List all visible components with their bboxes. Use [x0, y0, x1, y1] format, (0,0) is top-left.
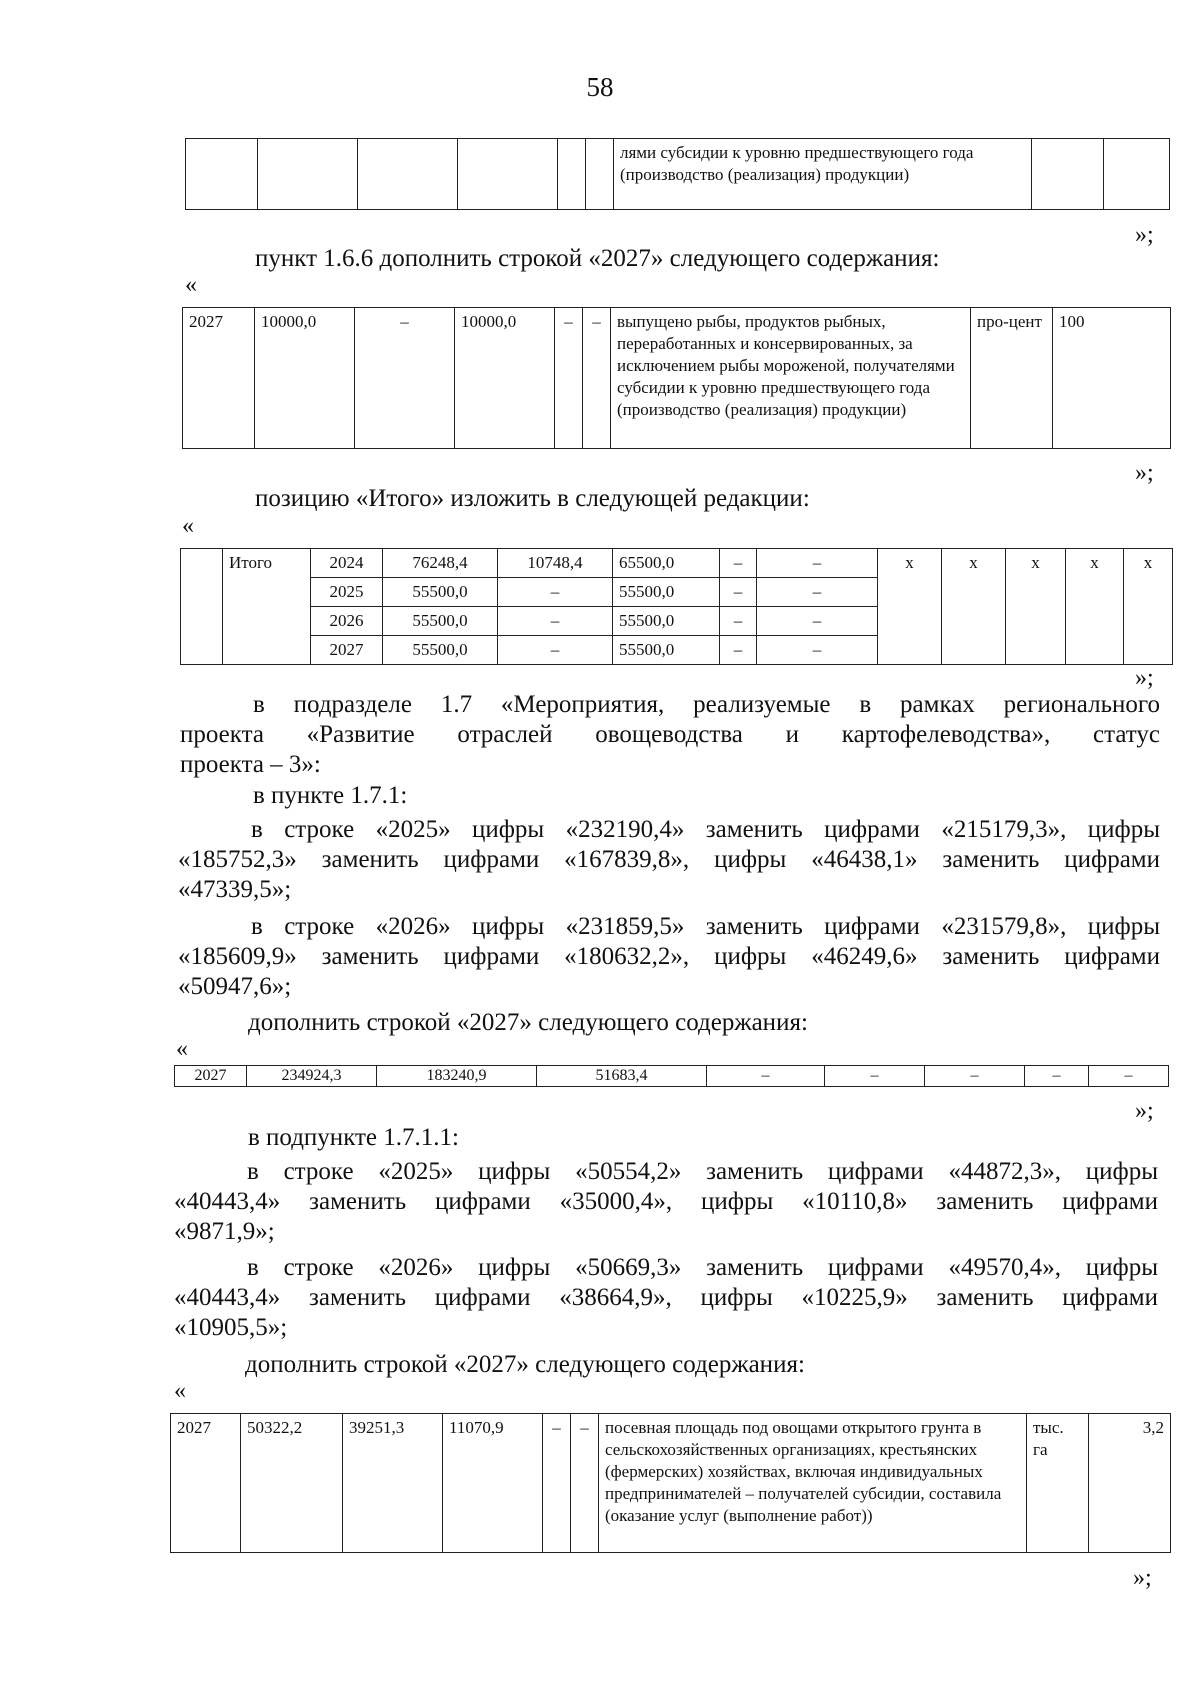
cell-local: –	[720, 578, 757, 607]
cell-local: –	[555, 308, 583, 449]
cell-year: 2027	[171, 1414, 241, 1553]
closing-quote: »;	[1135, 222, 1154, 248]
closing-quote: »;	[1135, 1098, 1154, 1124]
cell-dash: –	[1089, 1066, 1169, 1087]
cell-x: х	[942, 549, 1006, 665]
paragraph-1: пункт 1.6.6 дополнить строкой «2027» следующего содержания:	[255, 245, 940, 272]
cell-other: –	[583, 308, 611, 449]
cell-year: 2027	[175, 1066, 247, 1087]
cell-x: х	[878, 549, 942, 665]
paragraph-10-line-1: в строке «2026» цифры «50669,3» заменить цифрами «49570,4», цифры	[247, 1254, 1158, 1281]
row-2027-table-1-7-1-1	[170, 1413, 1171, 1553]
paragraph-5-line-3: «47339,5»;	[178, 876, 292, 903]
cell-value: 100	[1053, 308, 1171, 449]
cell-sum: 55500,0	[383, 578, 498, 607]
total-table	[180, 548, 1173, 665]
cell-indicator: посевная площадь под овощами открытого грунта в сельскохозяйственных организациях, крестьянских (фермерских) хозяйствах, включая индивидуальных предпринимателей – получателей субсидии, составила (оказание услуг (выполнение работ))	[599, 1414, 1027, 1553]
paragraph-5-line-1: в строке «2025» цифры «232190,4» заменить цифрами «215179,3», цифры	[251, 816, 1160, 843]
cell-total: 10000,0	[255, 308, 355, 449]
cell-total: 50322,2	[241, 1414, 343, 1553]
paragraph-9	[174, 1157, 1158, 1247]
cell-dash: –	[707, 1066, 825, 1087]
cell-other: –	[757, 636, 878, 665]
paragraph-7: дополнить строкой «2027» следующего содержания:	[248, 1009, 808, 1036]
cell-regional: 10000,0	[455, 308, 555, 449]
cell-unit: тыс. га	[1027, 1414, 1089, 1553]
paragraph-9-line-3: «9871,9»;	[174, 1218, 275, 1245]
cell-sum: 76248,4	[383, 549, 498, 578]
row-2027-table-1-6-6	[182, 307, 1171, 449]
cell-regional: 55500,0	[613, 607, 720, 636]
cell-dash: –	[825, 1066, 925, 1087]
cell-year: 2027	[311, 636, 383, 665]
cell-local: –	[720, 607, 757, 636]
page-number: 58	[586, 72, 614, 102]
opening-quote: «	[182, 513, 194, 539]
cell-regional: 65500,0	[613, 549, 720, 578]
cell-federal: –	[498, 578, 613, 607]
paragraph-4: в пункте 1.7.1:	[253, 782, 408, 809]
cell-regional: 51683,4	[537, 1066, 707, 1087]
cell-local: –	[720, 549, 757, 578]
paragraph-3	[180, 690, 1160, 780]
closing-quote: »;	[1135, 460, 1154, 486]
cell-other: –	[757, 549, 878, 578]
paragraph-5	[178, 815, 1160, 905]
paragraph-2: позицию «Итого» изложить в следующей редакции:	[255, 485, 810, 512]
cell-indicator: выпущено рыбы, продуктов рыбных, переработанных и консервированных, за исключением рыбы мороженой, получателями субсидии к уровню предшествующего года (производство (реализация) продукции)	[611, 308, 971, 449]
cell-x: х	[1006, 549, 1066, 665]
cell-federal: –	[355, 308, 455, 449]
cell-sum: 55500,0	[383, 607, 498, 636]
paragraph-3-line-2: проекта «Развитие отраслей овощеводства и картофелеводства», статус	[180, 721, 1160, 748]
cell-year: 2026	[311, 607, 383, 636]
paragraph-10-line-2: «40443,4» заменить цифрами «38664,9», цифры «10225,9» заменить цифрами	[174, 1284, 1158, 1311]
cell-local: –	[720, 636, 757, 665]
cell-total-label: Итого	[223, 549, 311, 665]
cell-dash: –	[925, 1066, 1025, 1087]
closing-quote: »;	[1135, 665, 1154, 691]
opening-quote: «	[185, 272, 197, 298]
cell-year: 2027	[183, 308, 255, 449]
cell-regional: 55500,0	[613, 578, 720, 607]
paragraph-11: дополнить строкой «2027» следующего содержания:	[245, 1351, 805, 1378]
cell-dash: –	[1025, 1066, 1089, 1087]
cell-federal: 10748,4	[498, 549, 613, 578]
cell-regional: 55500,0	[613, 636, 720, 665]
continuation-table	[185, 138, 1170, 210]
cell-sum: 55500,0	[383, 636, 498, 665]
paragraph-9-line-2: «40443,4» заменить цифрами «35000,4», цифры «10110,8» заменить цифрами	[174, 1188, 1158, 1215]
paragraph-9-line-1: в строке «2025» цифры «50554,2» заменить цифрами «44872,3», цифры	[247, 1158, 1158, 1185]
cell-unit: про-цент	[971, 308, 1053, 449]
cell-x: х	[1066, 549, 1124, 665]
opening-quote: «	[174, 1378, 186, 1404]
cell-federal: 183240,9	[377, 1066, 537, 1087]
opening-quote: «	[176, 1036, 188, 1062]
cell-other: –	[757, 578, 878, 607]
paragraph-6-line-3: «50947,6»;	[178, 973, 292, 1000]
closing-quote: »;	[1133, 1565, 1152, 1591]
cell-other: –	[571, 1414, 599, 1553]
paragraph-6	[178, 912, 1160, 1002]
paragraph-10	[174, 1253, 1158, 1343]
cell-x: х	[1124, 549, 1173, 665]
paragraph-8: в подпункте 1.7.1.1:	[248, 1124, 459, 1151]
paragraph-3-line-1: в подразделе 1.7 «Мероприятия, реализуемые в рамках регионального	[253, 691, 1160, 718]
cell-local: –	[543, 1414, 571, 1553]
cell-total: 234924,3	[247, 1066, 377, 1087]
cell-year: 2025	[311, 578, 383, 607]
paragraph-5-line-2: «185752,3» заменить цифрами «167839,8», цифры «46438,1» заменить цифрами	[178, 846, 1160, 873]
cell-federal: –	[498, 636, 613, 665]
cell-year: 2024	[311, 549, 383, 578]
paragraph-10-line-3: «10905,5»;	[174, 1314, 288, 1341]
indicator-text: лями субсидии к уровню предшествующего года (производство (реализация) продукции)	[614, 139, 1032, 210]
cell-federal: –	[498, 607, 613, 636]
paragraph-6-line-1: в строке «2026» цифры «231859,5» заменить цифрами «231579,8», цифры	[251, 913, 1160, 940]
paragraph-6-line-2: «185609,9» заменить цифрами «180632,2», цифры «46249,6» заменить цифрами	[178, 943, 1160, 970]
cell-value: 3,2	[1089, 1414, 1171, 1553]
cell-other: –	[757, 607, 878, 636]
paragraph-3-line-3: проекта – 3»:	[180, 751, 321, 778]
cell-regional: 11070,9	[443, 1414, 543, 1553]
row-2027-table-1-7-1	[174, 1065, 1169, 1087]
cell-federal: 39251,3	[343, 1414, 443, 1553]
